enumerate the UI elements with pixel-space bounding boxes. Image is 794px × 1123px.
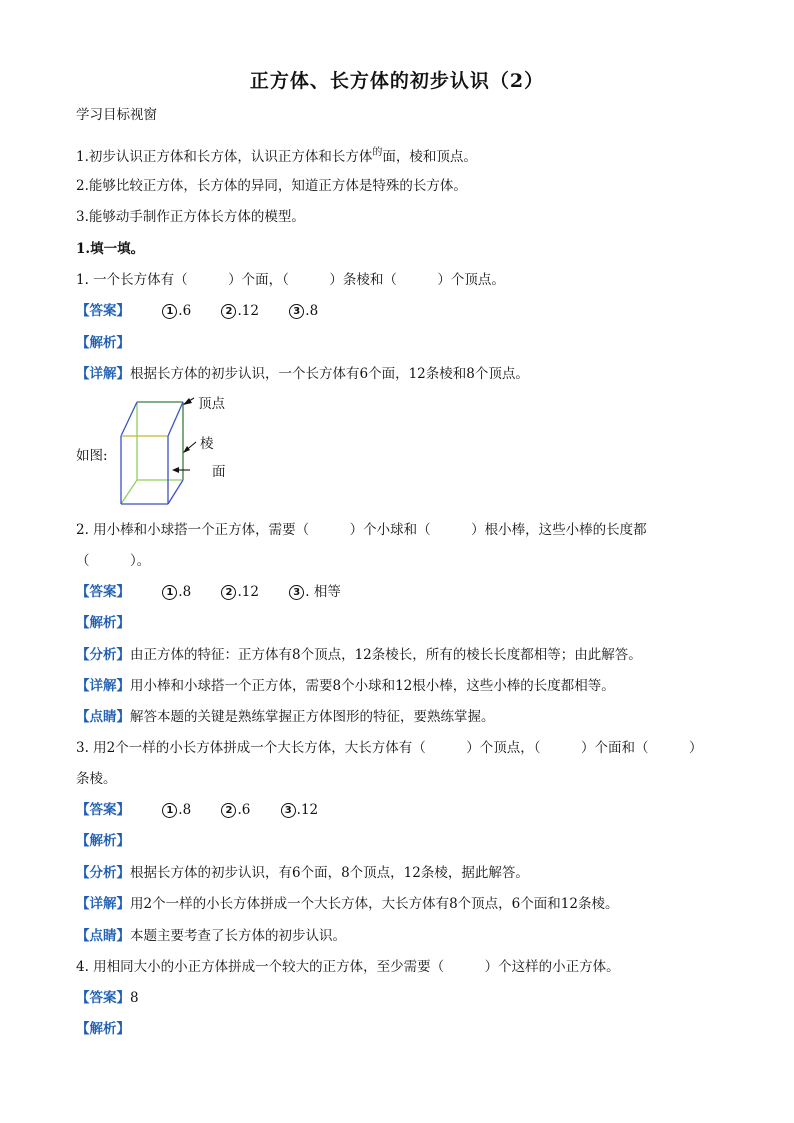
q1-detail: 【详解】根据长方体的初步认识，一个长方体有6个面，12条棱和8个顶点。 — [76, 366, 529, 382]
q2-analysis: 【解析】 — [76, 615, 130, 631]
q3-answer: 【答案】 1 .8 2 .6 3 .12 — [76, 802, 319, 818]
goal-item-1: 1.初步认识正方体和长方体，认识正方体和长方体$^的$面，棱和顶点。 — [76, 147, 477, 165]
circle-3-icon: 3 — [289, 585, 304, 600]
q2-stem-line1: 2. 用小棒和小球搭一个正方体，需要（ ）个小球和（ ）根小棒，这些小棒的长度都 — [76, 522, 647, 538]
q1-analysis: 【解析】 — [76, 335, 130, 351]
goal-item-2: 2.能够比较正方体，长方体的异同，知道正方体是特殊的长方体。 — [76, 178, 467, 194]
label-face: 面 — [212, 464, 226, 480]
cuboid-diagram — [76, 392, 256, 512]
cuboid-figure — [76, 392, 256, 512]
q3-comment: 【点睛】本题主要考查了长方体的初步认识。 — [76, 928, 346, 944]
page-title: 正方体、长方体的初步认识（2） — [249, 70, 545, 92]
circle-1-icon: 1 — [162, 304, 177, 319]
q3-stem-line2: 条棱。 — [76, 771, 117, 787]
q4-analysis: 【解析】 — [76, 1021, 130, 1037]
circle-3-icon: 3 — [281, 803, 296, 818]
circle-2-icon: 2 — [221, 304, 236, 319]
label-vertex: 顶点 — [198, 396, 225, 412]
label-edge: 棱 — [200, 436, 214, 452]
circle-2-icon: 2 — [221, 803, 236, 818]
section-heading: 1.填一填。 — [76, 241, 145, 257]
q4-answer: 【答案】8 — [76, 990, 139, 1006]
q2-comment: 【点睛】解答本题的关键是熟练掌握正方体图形的特征，要熟练掌握。 — [76, 709, 495, 725]
q1-stem: 1. 一个长方体有（ ）个面，（ ）条棱和（ ）个顶点。 — [76, 272, 505, 288]
q2-stem-line2: （ ）。 — [76, 553, 151, 569]
circle-2-icon: 2 — [221, 585, 236, 600]
q3-analysis: 【解析】 — [76, 833, 130, 849]
figure-prefix: 如图: — [76, 448, 108, 464]
circle-1-icon: 1 — [162, 803, 177, 818]
q1-answer: 【答案】 1 .6 2 .12 3 .8 — [76, 303, 319, 319]
q3-detail: 【详解】用2个一样的小长方体拼成一个大长方体，大长方体有8个顶点，6个面和12条棱。 — [76, 896, 619, 912]
q2-detail: 【详解】用小棒和小球搭一个正方体，需要8个小球和12根小棒，这些小棒的长度都相等。 — [76, 678, 615, 694]
q2-fenxi: 【分析】由正方体的特征：正方体有8个顶点，12条棱长，所有的棱长长度都相等；由此解答。 — [76, 647, 642, 663]
circle-1-icon: 1 — [162, 585, 177, 600]
q3-stem-line1: 3. 用2个一样的小长方体拼成一个大长方体，大长方体有（ ）个顶点，（ ）个面和（ ） — [76, 740, 703, 756]
q3-fenxi: 【分析】根据长方体的初步认识，有6个面，8个顶点，12条棱，据此解答。 — [76, 865, 529, 881]
goal-item-3: 3.能够动手制作正方体长方体的模型。 — [76, 209, 305, 225]
answer-tag: 【答案】 — [76, 303, 130, 319]
goals-heading: 学习目标视窗 — [76, 107, 157, 123]
q4-stem: 4. 用相同大小的小正方体拼成一个较大的正方体，至少需要（ ）个这样的小正方体。 — [76, 959, 620, 975]
q2-answer: 【答案】 1 .8 2 .12 3 . 相等 — [76, 584, 341, 600]
circle-3-icon: 3 — [289, 304, 304, 319]
